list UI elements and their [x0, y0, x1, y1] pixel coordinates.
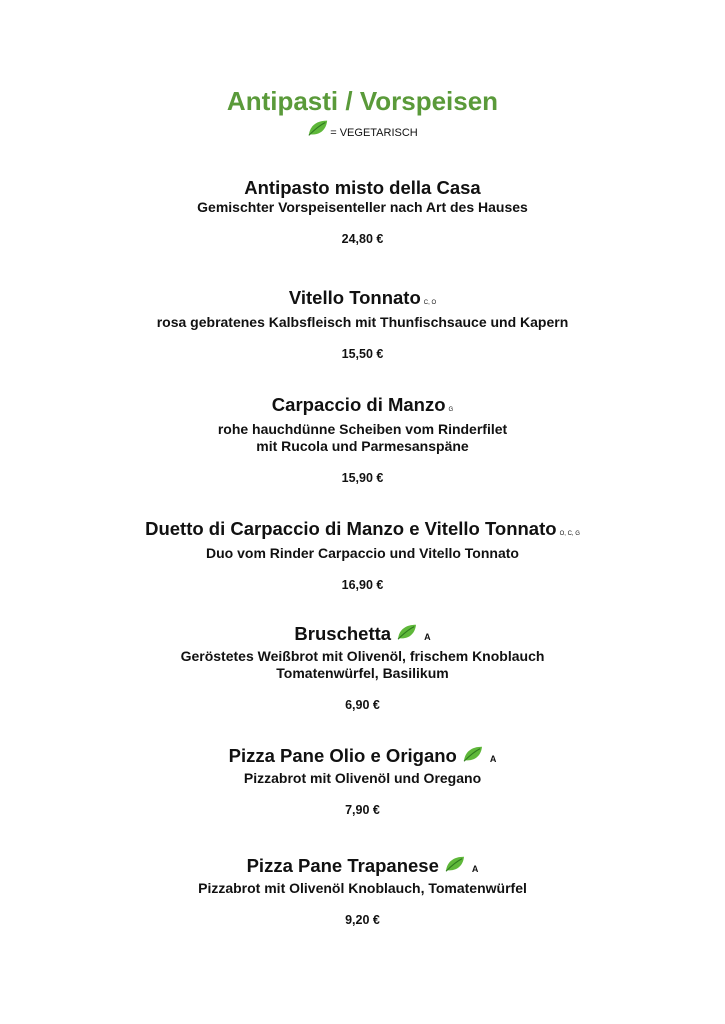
vegetarian-legend	[0, 118, 725, 139]
menu-item-antipasto-misto	[0, 177, 725, 246]
item-description: Geröstetes Weißbrot mit Olivenöl, frischem Knoblauch	[180, 648, 545, 664]
menu-item-pizza-pane-trapanese	[0, 855, 725, 927]
item-description: Gemischter Vorspeisenteller nach Art des Hauses	[197, 199, 528, 215]
item-description: Duo vom Rinder Carpaccio und Vitello Tonnato	[206, 545, 519, 561]
item-name: Duetto di Carpaccio di Manzo e Vitello Tonnato	[145, 518, 557, 539]
leaf-icon	[307, 118, 329, 138]
item-name: Antipasto misto della Casa	[244, 177, 481, 198]
item-description-line2: mit Rucola und Parmesanspäne	[256, 438, 469, 454]
item-name: Pizza Pane Trapanese	[246, 855, 439, 876]
item-price: 6,90 €	[345, 698, 380, 712]
menu-item-bruschetta	[0, 623, 725, 712]
allergen-codes: A	[489, 754, 497, 764]
legend-label: = VEGETARISCH	[330, 127, 418, 139]
item-description: rohe hauchdünne Scheiben vom Rinderfilet	[217, 421, 508, 437]
item-price: 16,90 €	[341, 578, 384, 592]
menu-item-vitello-tonnato	[0, 287, 725, 361]
menu-item-carpaccio	[0, 394, 725, 485]
item-name: Vitello Tonnato	[288, 287, 421, 308]
item-price: 24,80 €	[341, 232, 384, 246]
page-title: Antipasti / Vorspeisen	[226, 86, 499, 116]
item-description: Pizzabrot mit Olivenöl und Oregano	[243, 770, 482, 786]
item-description-line2: Tomatenwürfel, Basilikum	[276, 665, 449, 681]
allergen-codes: O, C, G	[559, 531, 580, 537]
item-name: Carpaccio di Manzo	[271, 394, 446, 415]
item-description: Pizzabrot mit Olivenöl Knoblauch, Tomatenwürfel	[198, 880, 527, 896]
allergen-codes: G	[448, 407, 454, 413]
menu-item-pizza-pane-olio	[0, 745, 725, 817]
item-price: 15,50 €	[341, 347, 384, 361]
leaf-icon	[396, 623, 418, 641]
allergen-codes: A	[471, 864, 479, 874]
item-name: Pizza Pane Olio e Origano	[228, 745, 457, 766]
leaf-icon	[462, 745, 484, 763]
allergen-codes: A	[424, 632, 431, 642]
item-price: 7,90 €	[345, 803, 380, 817]
item-price: 15,90 €	[341, 471, 384, 485]
menu-item-duetto	[0, 518, 725, 592]
allergen-codes: C, O	[423, 300, 437, 306]
item-name: Bruschetta	[294, 623, 392, 644]
item-description: rosa gebratenes Kalbsfleisch mit Thunfischsauce und Kapern	[156, 314, 569, 330]
item-price: 9,20 €	[345, 913, 380, 927]
leaf-icon	[444, 855, 466, 873]
